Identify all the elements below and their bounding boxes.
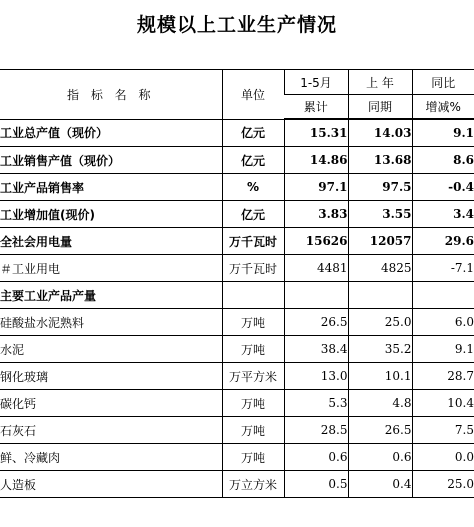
- table-row: [0, 309, 474, 336]
- row-unit: 万吨: [222, 309, 284, 336]
- row-yoy: 29.6: [412, 228, 474, 255]
- row-unit: 万吨: [222, 390, 284, 417]
- row-name: 全社会用电量: [0, 228, 222, 255]
- row-name: 工业增加值(现价): [0, 201, 222, 228]
- table-row: [0, 255, 474, 282]
- table-row: [0, 228, 474, 255]
- row-prior: 25.0: [348, 309, 412, 336]
- row-unit: 亿元: [222, 119, 284, 147]
- table-row: [0, 363, 474, 390]
- row-prior: 4.8: [348, 390, 412, 417]
- row-prior: 0.6: [348, 444, 412, 471]
- row-cumulative: 4481: [284, 255, 348, 282]
- row-cumulative: 5.3: [284, 390, 348, 417]
- row-yoy: 10.4: [412, 390, 474, 417]
- row-cumulative: 15.31: [284, 119, 348, 147]
- row-name: 水泥: [0, 336, 222, 363]
- row-prior: 0.4: [348, 471, 412, 498]
- row-unit: 万吨: [222, 444, 284, 471]
- row-prior: 35.2: [348, 336, 412, 363]
- row-unit: 亿元: [222, 147, 284, 174]
- row-cumulative: 97.1: [284, 174, 348, 201]
- header-prior-bottom: 同期: [348, 95, 412, 120]
- header-name: 指 标 名 称: [0, 70, 222, 120]
- row-prior: 14.03: [348, 119, 412, 147]
- row-prior: 26.5: [348, 417, 412, 444]
- row-yoy: 6.0: [412, 309, 474, 336]
- table-row: [0, 282, 474, 309]
- row-unit: 万千瓦时: [222, 228, 284, 255]
- row-prior: 3.55: [348, 201, 412, 228]
- table-row: [0, 417, 474, 444]
- row-cumulative: 13.0: [284, 363, 348, 390]
- row-unit: %: [222, 174, 284, 201]
- header-row-top: [0, 70, 474, 95]
- row-unit: 万平方米: [222, 363, 284, 390]
- row-yoy: 0.0: [412, 444, 474, 471]
- row-yoy: 25.0: [412, 471, 474, 498]
- header-prior-top: 上 年: [348, 70, 412, 95]
- table-row: [0, 444, 474, 471]
- table-row: [0, 336, 474, 363]
- row-yoy: -0.4: [412, 174, 474, 201]
- table-row: [0, 390, 474, 417]
- row-cumulative: 3.83: [284, 201, 348, 228]
- table-row: [0, 147, 474, 174]
- row-name: 工业销售产值（现价）: [0, 147, 222, 174]
- row-name: 硅酸盐水泥熟料: [0, 309, 222, 336]
- row-yoy: -7.1: [412, 255, 474, 282]
- row-name: 钢化玻璃: [0, 363, 222, 390]
- header-yoy-top: 同比: [412, 70, 474, 95]
- row-name: 工业产品销售率: [0, 174, 222, 201]
- row-name: 鲜、冷藏肉: [0, 444, 222, 471]
- row-cumulative: 15626: [284, 228, 348, 255]
- row-unit: 万吨: [222, 417, 284, 444]
- row-name: 工业总产值（现价）: [0, 119, 222, 147]
- row-yoy: 7.5: [412, 417, 474, 444]
- row-cumulative: 0.6: [284, 444, 348, 471]
- row-cumulative: [284, 282, 348, 309]
- row-yoy: 3.4: [412, 201, 474, 228]
- row-unit: [222, 282, 284, 309]
- row-cumulative: 14.86: [284, 147, 348, 174]
- row-prior: 97.5: [348, 174, 412, 201]
- row-prior: 4825: [348, 255, 412, 282]
- row-prior: 10.1: [348, 363, 412, 390]
- row-prior: [348, 282, 412, 309]
- row-name: 石灰石: [0, 417, 222, 444]
- table-row: [0, 119, 474, 147]
- row-unit: 亿元: [222, 201, 284, 228]
- row-cumulative: 38.4: [284, 336, 348, 363]
- row-prior: 13.68: [348, 147, 412, 174]
- row-cumulative: 26.5: [284, 309, 348, 336]
- row-prior: 12057: [348, 228, 412, 255]
- row-yoy: 28.7: [412, 363, 474, 390]
- row-name: 主要工业产品产量: [0, 282, 222, 309]
- row-yoy: [412, 282, 474, 309]
- page-title: 规模以上工业生产情况: [136, 14, 337, 36]
- row-yoy: 9.1: [412, 119, 474, 147]
- row-yoy: 8.6: [412, 147, 474, 174]
- header-unit: 单位: [222, 70, 284, 120]
- header-yoy-bottom: 增减%: [412, 95, 474, 120]
- table-row: [0, 201, 474, 228]
- row-cumulative: 28.5: [284, 417, 348, 444]
- header-cumulative-bottom: 累计: [284, 95, 348, 120]
- row-name: 人造板: [0, 471, 222, 498]
- row-cumulative: 0.5: [284, 471, 348, 498]
- stats-table: [0, 69, 474, 498]
- row-name: ＃工业用电: [0, 255, 222, 282]
- row-yoy: 9.1: [412, 336, 474, 363]
- row-unit: 万立方米: [222, 471, 284, 498]
- table-row: [0, 471, 474, 498]
- row-unit: 万千瓦时: [222, 255, 284, 282]
- table-row: [0, 174, 474, 201]
- row-name: 碳化钙: [0, 390, 222, 417]
- header-cumulative-top: 1-5月: [284, 70, 348, 95]
- row-unit: 万吨: [222, 336, 284, 363]
